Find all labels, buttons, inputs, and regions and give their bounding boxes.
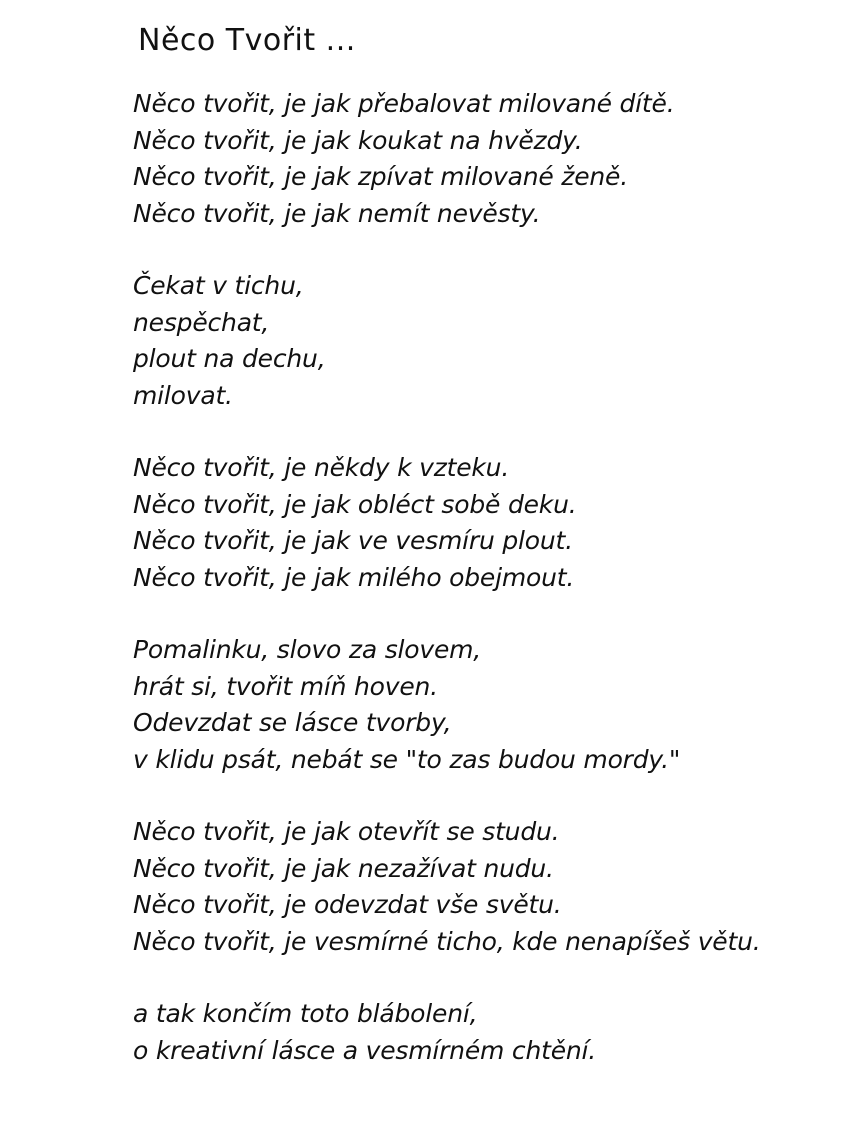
poem-line: o kreativní lásce a vesmírném chtění. xyxy=(133,1035,597,1065)
poem-line: Něco tvořit, je jak koukat na hvězdy. xyxy=(133,125,583,155)
stanza-2 xyxy=(133,268,833,414)
poem-line: Pomalinku, slovo za slovem, xyxy=(133,635,482,664)
poem-line: Něco tvořit, je jak otevřít se studu. xyxy=(133,817,560,846)
poem-line: Něco tvořit, je jak ve vesmíru plout. xyxy=(133,526,573,555)
poem-line: Něco tvořit, je jak přebalovat milované dítě. xyxy=(133,89,675,118)
poem-line: a tak končím toto blábolení, xyxy=(133,999,478,1028)
poem-line: Odevzdat se lásce tvorby, xyxy=(133,708,452,737)
poem-line: Něco tvořit, je někdy k vzteku. xyxy=(133,453,510,482)
stanza-6 xyxy=(133,996,833,1069)
stanza-5 xyxy=(133,814,833,960)
poem-line: hrát si, tvořit míň hoven. xyxy=(133,671,438,701)
poem-line: Něco tvořit, je jak milého obejmout. xyxy=(133,562,575,592)
poem-line: nespěchat, xyxy=(133,307,270,337)
poem-line: v klidu psát, nebát se "to zas budou mordy." xyxy=(133,744,681,774)
poem-line: Něco tvořit, je jak zpívat milované ženě. xyxy=(133,162,628,191)
poem-line: Něco tvořit, je vesmírné ticho, kde nenapíšeš větu. xyxy=(133,926,761,956)
stanza-4 xyxy=(133,632,833,778)
poem-line: Něco tvořit, je odevzdat vše světu. xyxy=(133,890,562,919)
stanza-3 xyxy=(133,450,833,596)
poem-line: plout na dechu, xyxy=(133,344,326,373)
poem-line: Něco tvořit, je jak nezažívat nudu. xyxy=(133,853,554,883)
poem-body xyxy=(133,86,833,1105)
poem-title: Něco Tvořit ... xyxy=(138,23,356,58)
poem-line: Čekat v tichu, xyxy=(133,271,304,300)
poem-line: milovat. xyxy=(133,380,233,410)
stanza-1 xyxy=(133,86,833,232)
poem-line: Něco tvořit, je jak obléct sobě deku. xyxy=(133,489,577,519)
poem-line: Něco tvořit, je jak nemít nevěsty. xyxy=(133,198,541,228)
